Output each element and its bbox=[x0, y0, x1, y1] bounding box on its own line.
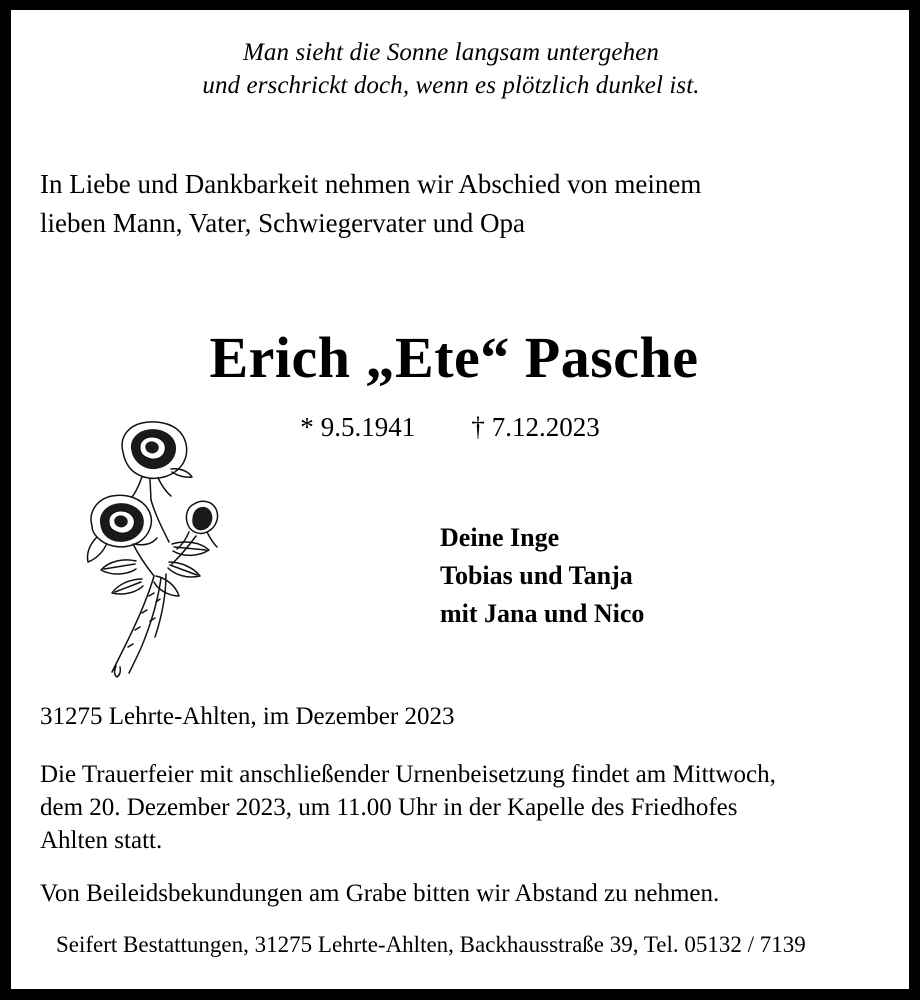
death-notice-card bbox=[11, 10, 909, 989]
death-date-group bbox=[471, 412, 600, 442]
dedication-line-1: In Liebe und Dankbarkeit nehmen wir Abschied von meinem bbox=[40, 169, 702, 199]
cross-dagger-icon: † bbox=[471, 412, 485, 442]
epigraph-line-1: Man sieht die Sonne langsam untergehen bbox=[243, 39, 659, 66]
survivors-line-1: Deine Inge bbox=[440, 523, 560, 552]
condolence-request: Von Beileidsbekundungen am Grabe bitten wir Abstand zu nehmen. bbox=[40, 880, 720, 907]
service-line-1: Die Trauerfeier mit anschließender Urnenbeisetzung findet am Mittwoch, bbox=[40, 761, 776, 788]
funeral-service-details bbox=[40, 758, 890, 857]
place-and-date-line: 31275 Lehrte-Ahlten, im Dezember 2023 bbox=[40, 703, 455, 730]
dedication-text bbox=[40, 165, 870, 243]
rose-bouquet-illustration bbox=[76, 416, 241, 681]
epigraph-verse bbox=[11, 36, 891, 102]
deceased-name: Erich „Ete“ Pasche bbox=[209, 325, 699, 390]
birth-date-value: 9.5.1941 bbox=[320, 412, 416, 442]
funeral-home-footer: Seifert Bestattungen, 31275 Lehrte-Ahlten, Backhausstraße 39, Tel. 05132 / 7139 bbox=[56, 932, 806, 957]
survivors-list bbox=[440, 519, 644, 633]
epigraph-line-2: und erschrickt doch, wenn es plötzlich dunkel ist. bbox=[202, 72, 700, 99]
death-date-value: 7.12.2023 bbox=[491, 412, 600, 442]
service-line-2: dem 20. Dezember 2023, um 11.00 Uhr in der Kapelle des Friedhofes bbox=[40, 794, 738, 821]
birth-date-group bbox=[300, 412, 415, 442]
service-line-3: Ahlten statt. bbox=[40, 827, 163, 854]
survivors-line-2: Tobias und Tanja bbox=[440, 561, 633, 590]
birth-star-icon: * bbox=[300, 412, 314, 442]
dedication-line-2: lieben Mann, Vater, Schwiegervater und Opa bbox=[40, 208, 526, 238]
survivors-line-3: mit Jana und Nico bbox=[440, 599, 645, 628]
